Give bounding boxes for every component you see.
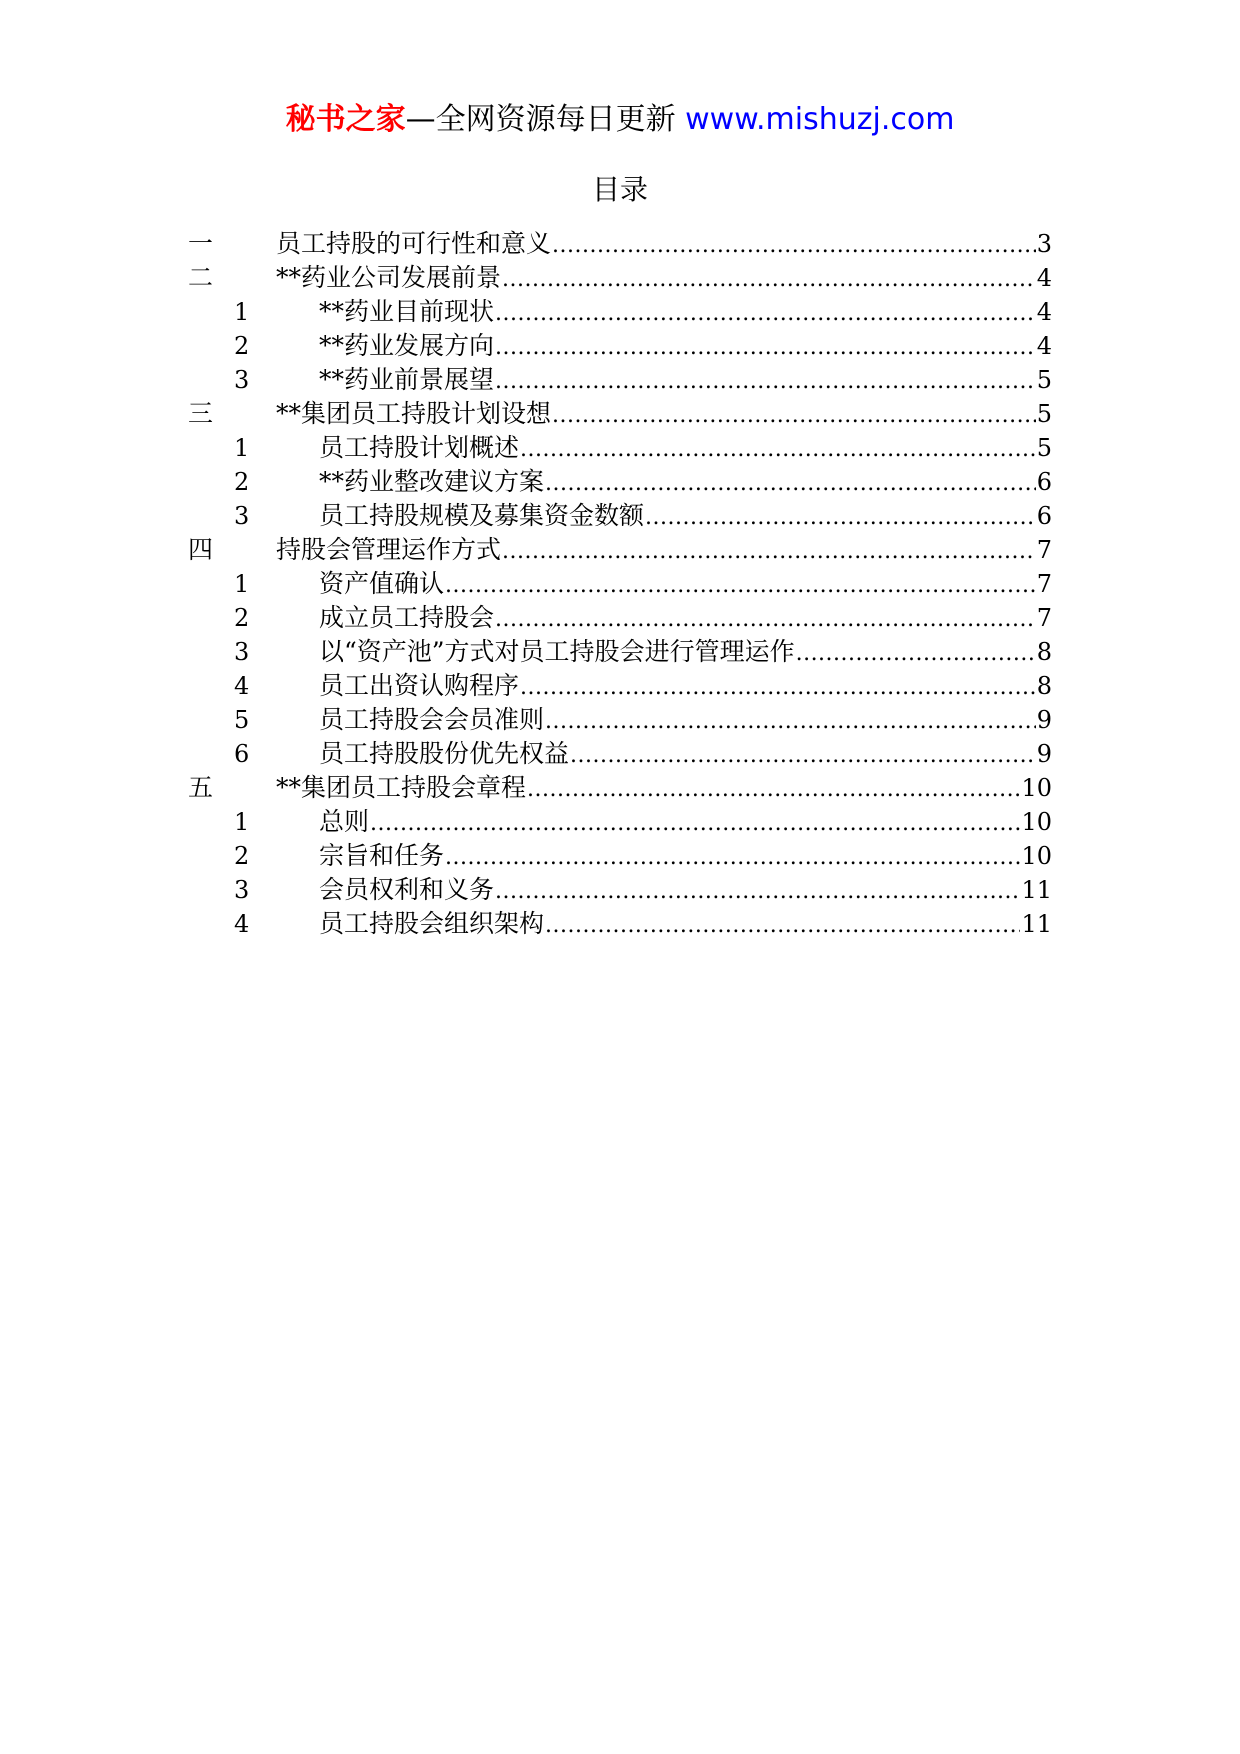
toc-section-entry[interactable] — [188, 499, 1052, 533]
toc-entry-page-number: 10 — [1021, 808, 1052, 836]
toc-entry-page-number: 8 — [1036, 672, 1052, 700]
toc-dot-leader — [527, 773, 1020, 807]
toc-section-entry[interactable] — [188, 839, 1052, 873]
toc-entry-number: 1 — [234, 808, 250, 836]
toc-entry-page-number: 11 — [1021, 876, 1052, 904]
toc-title: 目录 — [591, 173, 648, 206]
toc-entry-number: 1 — [234, 570, 250, 598]
toc-chapter-entry[interactable] — [188, 533, 1052, 567]
toc-entry-number: 3 — [234, 502, 250, 530]
toc-section-entry[interactable] — [188, 703, 1052, 737]
toc-dot-leader — [552, 229, 1036, 263]
toc-entry-page-number: 5 — [1036, 400, 1052, 428]
toc-entry-label: 员工持股规模及募集资金数额 — [319, 501, 645, 530]
toc-entry-label: 宗旨和任务 — [319, 841, 445, 870]
brand-name: 秘书之家 — [285, 102, 406, 137]
toc-entry-label: **集团员工持股计划设想 — [276, 399, 552, 428]
toc-entry-label: **药业前景展望 — [319, 365, 495, 394]
toc-dot-leader — [445, 841, 1020, 875]
toc-entry-label: **药业发展方向 — [319, 331, 495, 360]
toc-entry-number: 一 — [188, 229, 214, 258]
toc-section-entry[interactable] — [188, 805, 1052, 839]
site-banner — [0, 100, 1240, 140]
toc-chapter-entry[interactable] — [188, 261, 1052, 295]
toc-entry-label: **药业整改建议方案 — [319, 467, 545, 496]
toc-section-entry[interactable] — [188, 431, 1052, 465]
toc-dot-leader — [545, 705, 1036, 739]
toc-entry-number: 5 — [234, 706, 250, 734]
toc-entry-page-number: 5 — [1036, 434, 1052, 462]
toc-dot-leader — [495, 297, 1036, 331]
toc-entry-number: 3 — [234, 876, 250, 904]
toc-entry-label: 员工持股的可行性和意义 — [276, 229, 552, 258]
toc-section-entry[interactable] — [188, 601, 1052, 635]
toc-dot-leader — [645, 501, 1036, 535]
toc-chapter-entry[interactable] — [188, 397, 1052, 431]
toc-entry-page-number: 5 — [1036, 366, 1052, 394]
toc-section-entry[interactable] — [188, 873, 1052, 907]
toc-section-entry[interactable] — [188, 329, 1052, 363]
toc-section-entry[interactable] — [188, 567, 1052, 601]
toc-section-entry[interactable] — [188, 363, 1052, 397]
toc-entry-number: 2 — [234, 468, 250, 496]
toc-entry-page-number: 7 — [1036, 536, 1052, 564]
toc-entry-page-number: 4 — [1036, 298, 1052, 326]
toc-entry-label: 员工出资认购程序 — [319, 671, 520, 700]
toc-dot-leader — [520, 671, 1036, 705]
toc-dot-leader — [495, 331, 1036, 365]
toc-entry-number: 3 — [234, 366, 250, 394]
toc-entry-number: 2 — [234, 842, 250, 870]
toc-entry-number: 6 — [234, 740, 250, 768]
toc-section-entry[interactable] — [188, 295, 1052, 329]
toc-entry-page-number: 7 — [1036, 604, 1052, 632]
toc-entry-page-number: 8 — [1036, 638, 1052, 666]
toc-entry-page-number: 11 — [1021, 910, 1052, 938]
toc-entry-page-number: 10 — [1021, 842, 1052, 870]
toc-entry-label: 资产值确认 — [319, 569, 445, 598]
table-of-contents — [188, 227, 1052, 941]
site-url-link[interactable]: www.mishuzj.com — [685, 102, 955, 137]
toc-dot-leader — [495, 875, 1020, 909]
toc-dot-leader — [545, 467, 1036, 501]
toc-entry-page-number: 6 — [1036, 502, 1052, 530]
toc-dot-leader — [502, 263, 1036, 297]
toc-entry-label: 成立员工持股会 — [319, 603, 495, 632]
toc-entry-number: 4 — [234, 672, 250, 700]
toc-entry-number: 4 — [234, 910, 250, 938]
toc-section-entry[interactable] — [188, 907, 1052, 941]
toc-dot-leader — [502, 535, 1036, 569]
toc-entry-label: 员工持股会会员准则 — [319, 705, 545, 734]
toc-entry-label: 员工持股会组织架构 — [319, 909, 545, 938]
toc-entry-page-number: 3 — [1036, 230, 1052, 258]
toc-dot-leader — [570, 739, 1036, 773]
toc-entry-page-number: 9 — [1036, 740, 1052, 768]
toc-entry-label: 员工持股计划概述 — [319, 433, 520, 462]
toc-section-entry[interactable] — [188, 635, 1052, 669]
toc-dot-leader — [445, 569, 1036, 603]
toc-dot-leader — [370, 807, 1020, 841]
toc-entry-number: 2 — [234, 604, 250, 632]
toc-entry-page-number: 9 — [1036, 706, 1052, 734]
toc-entry-number: 1 — [234, 434, 250, 462]
toc-section-entry[interactable] — [188, 669, 1052, 703]
toc-entry-label: 以“资产池”方式对员工持股会进行管理运作 — [319, 637, 795, 666]
toc-entry-number: 三 — [188, 399, 214, 428]
banner-tagline: —全网资源每日更新 — [405, 102, 676, 137]
toc-entry-page-number: 7 — [1036, 570, 1052, 598]
toc-dot-leader — [495, 365, 1036, 399]
toc-entry-label: 会员权利和义务 — [319, 875, 495, 904]
toc-entry-label: 持股会管理运作方式 — [276, 535, 502, 564]
toc-entry-label: **药业目前现状 — [319, 297, 495, 326]
toc-entry-label: **药业公司发展前景 — [276, 263, 502, 292]
toc-entry-number: 五 — [188, 773, 214, 802]
toc-entry-label: **集团员工持股会章程 — [276, 773, 527, 802]
toc-entry-page-number: 6 — [1036, 468, 1052, 496]
toc-section-entry[interactable] — [188, 465, 1052, 499]
toc-section-entry[interactable] — [188, 737, 1052, 771]
toc-chapter-entry[interactable] — [188, 227, 1052, 261]
toc-entry-label: 总则 — [319, 807, 370, 836]
toc-entry-page-number: 10 — [1021, 774, 1052, 802]
toc-dot-leader — [545, 909, 1020, 943]
toc-entry-number: 2 — [234, 332, 250, 360]
toc-dot-leader — [552, 399, 1036, 433]
toc-entry-number: 二 — [188, 263, 214, 292]
toc-entry-number: 四 — [188, 535, 214, 564]
toc-dot-leader — [520, 433, 1036, 467]
toc-chapter-entry[interactable] — [188, 771, 1052, 805]
toc-entry-page-number: 4 — [1036, 332, 1052, 360]
toc-entry-number: 1 — [234, 298, 250, 326]
toc-entry-number: 3 — [234, 638, 250, 666]
toc-entry-label: 员工持股股份优先权益 — [319, 739, 570, 768]
toc-dot-leader — [495, 603, 1036, 637]
toc-dot-leader — [796, 637, 1036, 671]
toc-entry-page-number: 4 — [1036, 264, 1052, 292]
